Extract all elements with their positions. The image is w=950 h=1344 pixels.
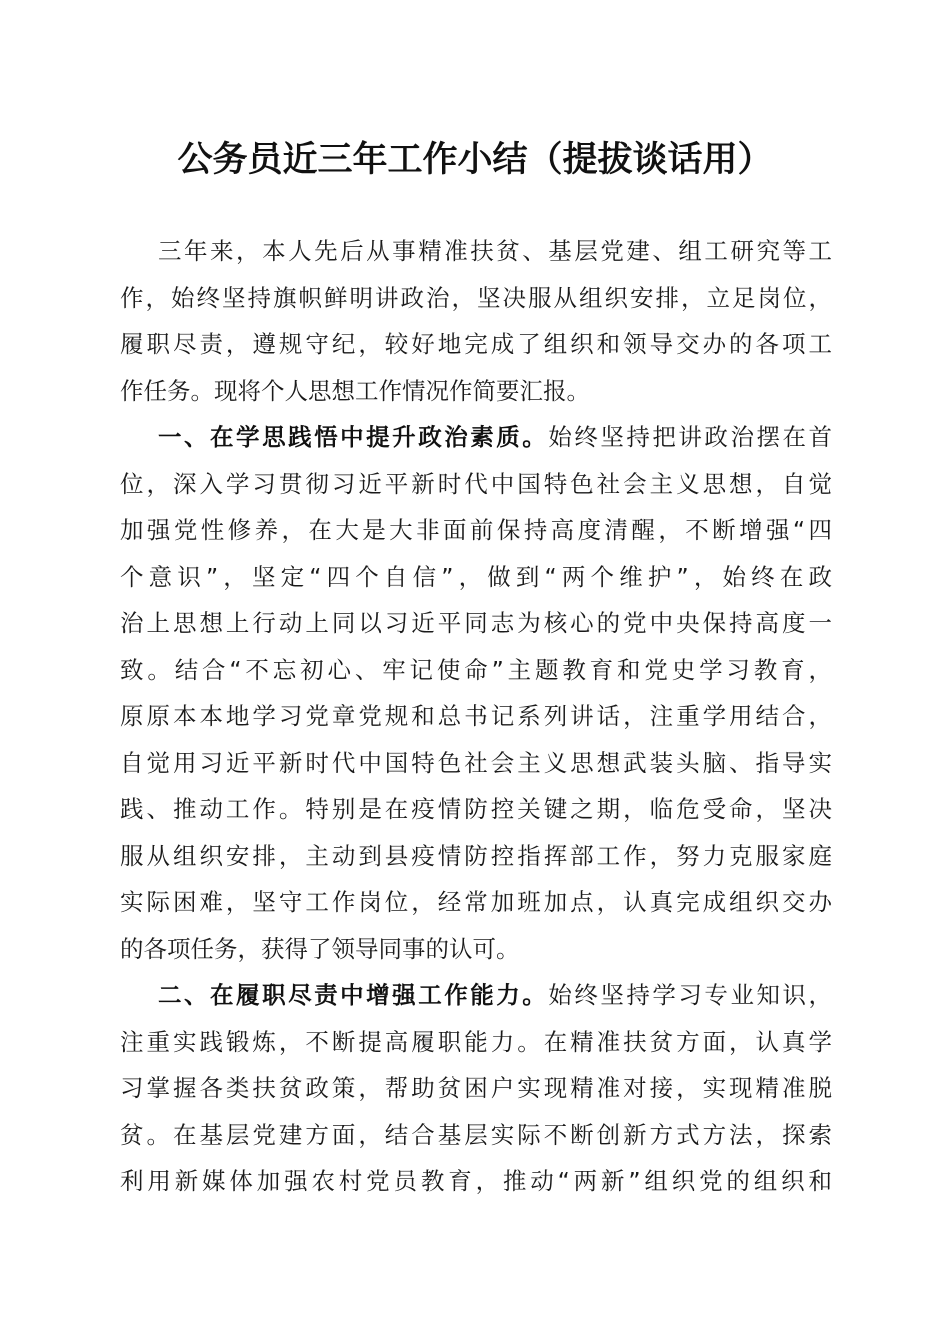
text-line: 履职尽责，遵规守纪，较好地完成了组织和领导交办的各项工: [120, 330, 832, 358]
text-line: 注重实践锻炼，不断提高履职能力。在精准扶贫方面，认真学: [120, 1027, 832, 1056]
text-line: 原原本本地学习党章党规和总书记系列讲话，注重学用结合，: [120, 702, 832, 730]
document-body: [120, 228, 832, 1205]
section-2-first-line: [120, 972, 832, 1019]
intro-paragraph: [120, 228, 832, 414]
text-line: 治上思想上行动上同以习近平同志为核心的党中央保持高度一: [120, 609, 832, 637]
text-line: 个意识”，坚定“四个自信”，做到“两个维护”，始终在政: [120, 562, 832, 591]
section-1-first-line-rest: 始终坚持把讲政治摆在首: [548, 423, 833, 451]
text-line: 实际困难，坚守工作岗位，经常加班加点，认真完成组织交办: [120, 888, 832, 916]
section-1-first-line: [120, 414, 832, 461]
section-1-paragraph: [120, 414, 832, 972]
text-line: 三年来，本人先后从事精准扶贫、基层党建、组工研究等工: [158, 237, 832, 265]
text-line: 践、推动工作。特别是在疫情防控关键之期，临危受命，坚决: [120, 795, 832, 823]
text-line: 习掌握各类扶贫政策，帮助贫困户实现精准对接，实现精准脱: [120, 1074, 832, 1102]
text-line: 利用新媒体加强农村党员教育，推动“两新”组织党的组织和: [120, 1167, 832, 1195]
section-2-heading: 二、在履职尽责中增强工作能力。: [158, 981, 549, 1009]
text-line: 加强党性修养，在大是大非面前保持高度清醒，不断增强“四: [120, 516, 832, 544]
text-line: 的各项任务，获得了领导同事的认可。: [120, 934, 520, 963]
section-1-heading: 一、在学思践悟中提升政治素质。: [158, 423, 549, 451]
document-title: 公务员近三年工作小结（提拔谈话用）: [177, 139, 773, 180]
section-2-paragraph: [120, 972, 832, 1205]
text-line: 自觉用习近平新时代中国特色社会主义思想武装头脑、指导实: [120, 748, 832, 777]
text-line: 作任务。现将个人思想工作情况作简要汇报。: [120, 376, 590, 405]
text-line: 服从组织安排，主动到县疫情防控指挥部工作，努力克服家庭: [120, 841, 832, 870]
text-line: 作，始终坚持旗帜鲜明讲政治，坚决服从组织安排，立足岗位，: [120, 283, 832, 312]
text-line: 贫。在基层党建方面，结合基层实际不断创新方式方法，探索: [120, 1120, 832, 1149]
text-line: 致。结合“不忘初心、牢记使命”主题教育和党史学习教育，: [120, 655, 832, 684]
text-line: 位，深入学习贯彻习近平新时代中国特色社会主义思想，自觉: [120, 469, 832, 498]
section-2-first-line-rest: 始终坚持学习专业知识，: [548, 981, 833, 1009]
